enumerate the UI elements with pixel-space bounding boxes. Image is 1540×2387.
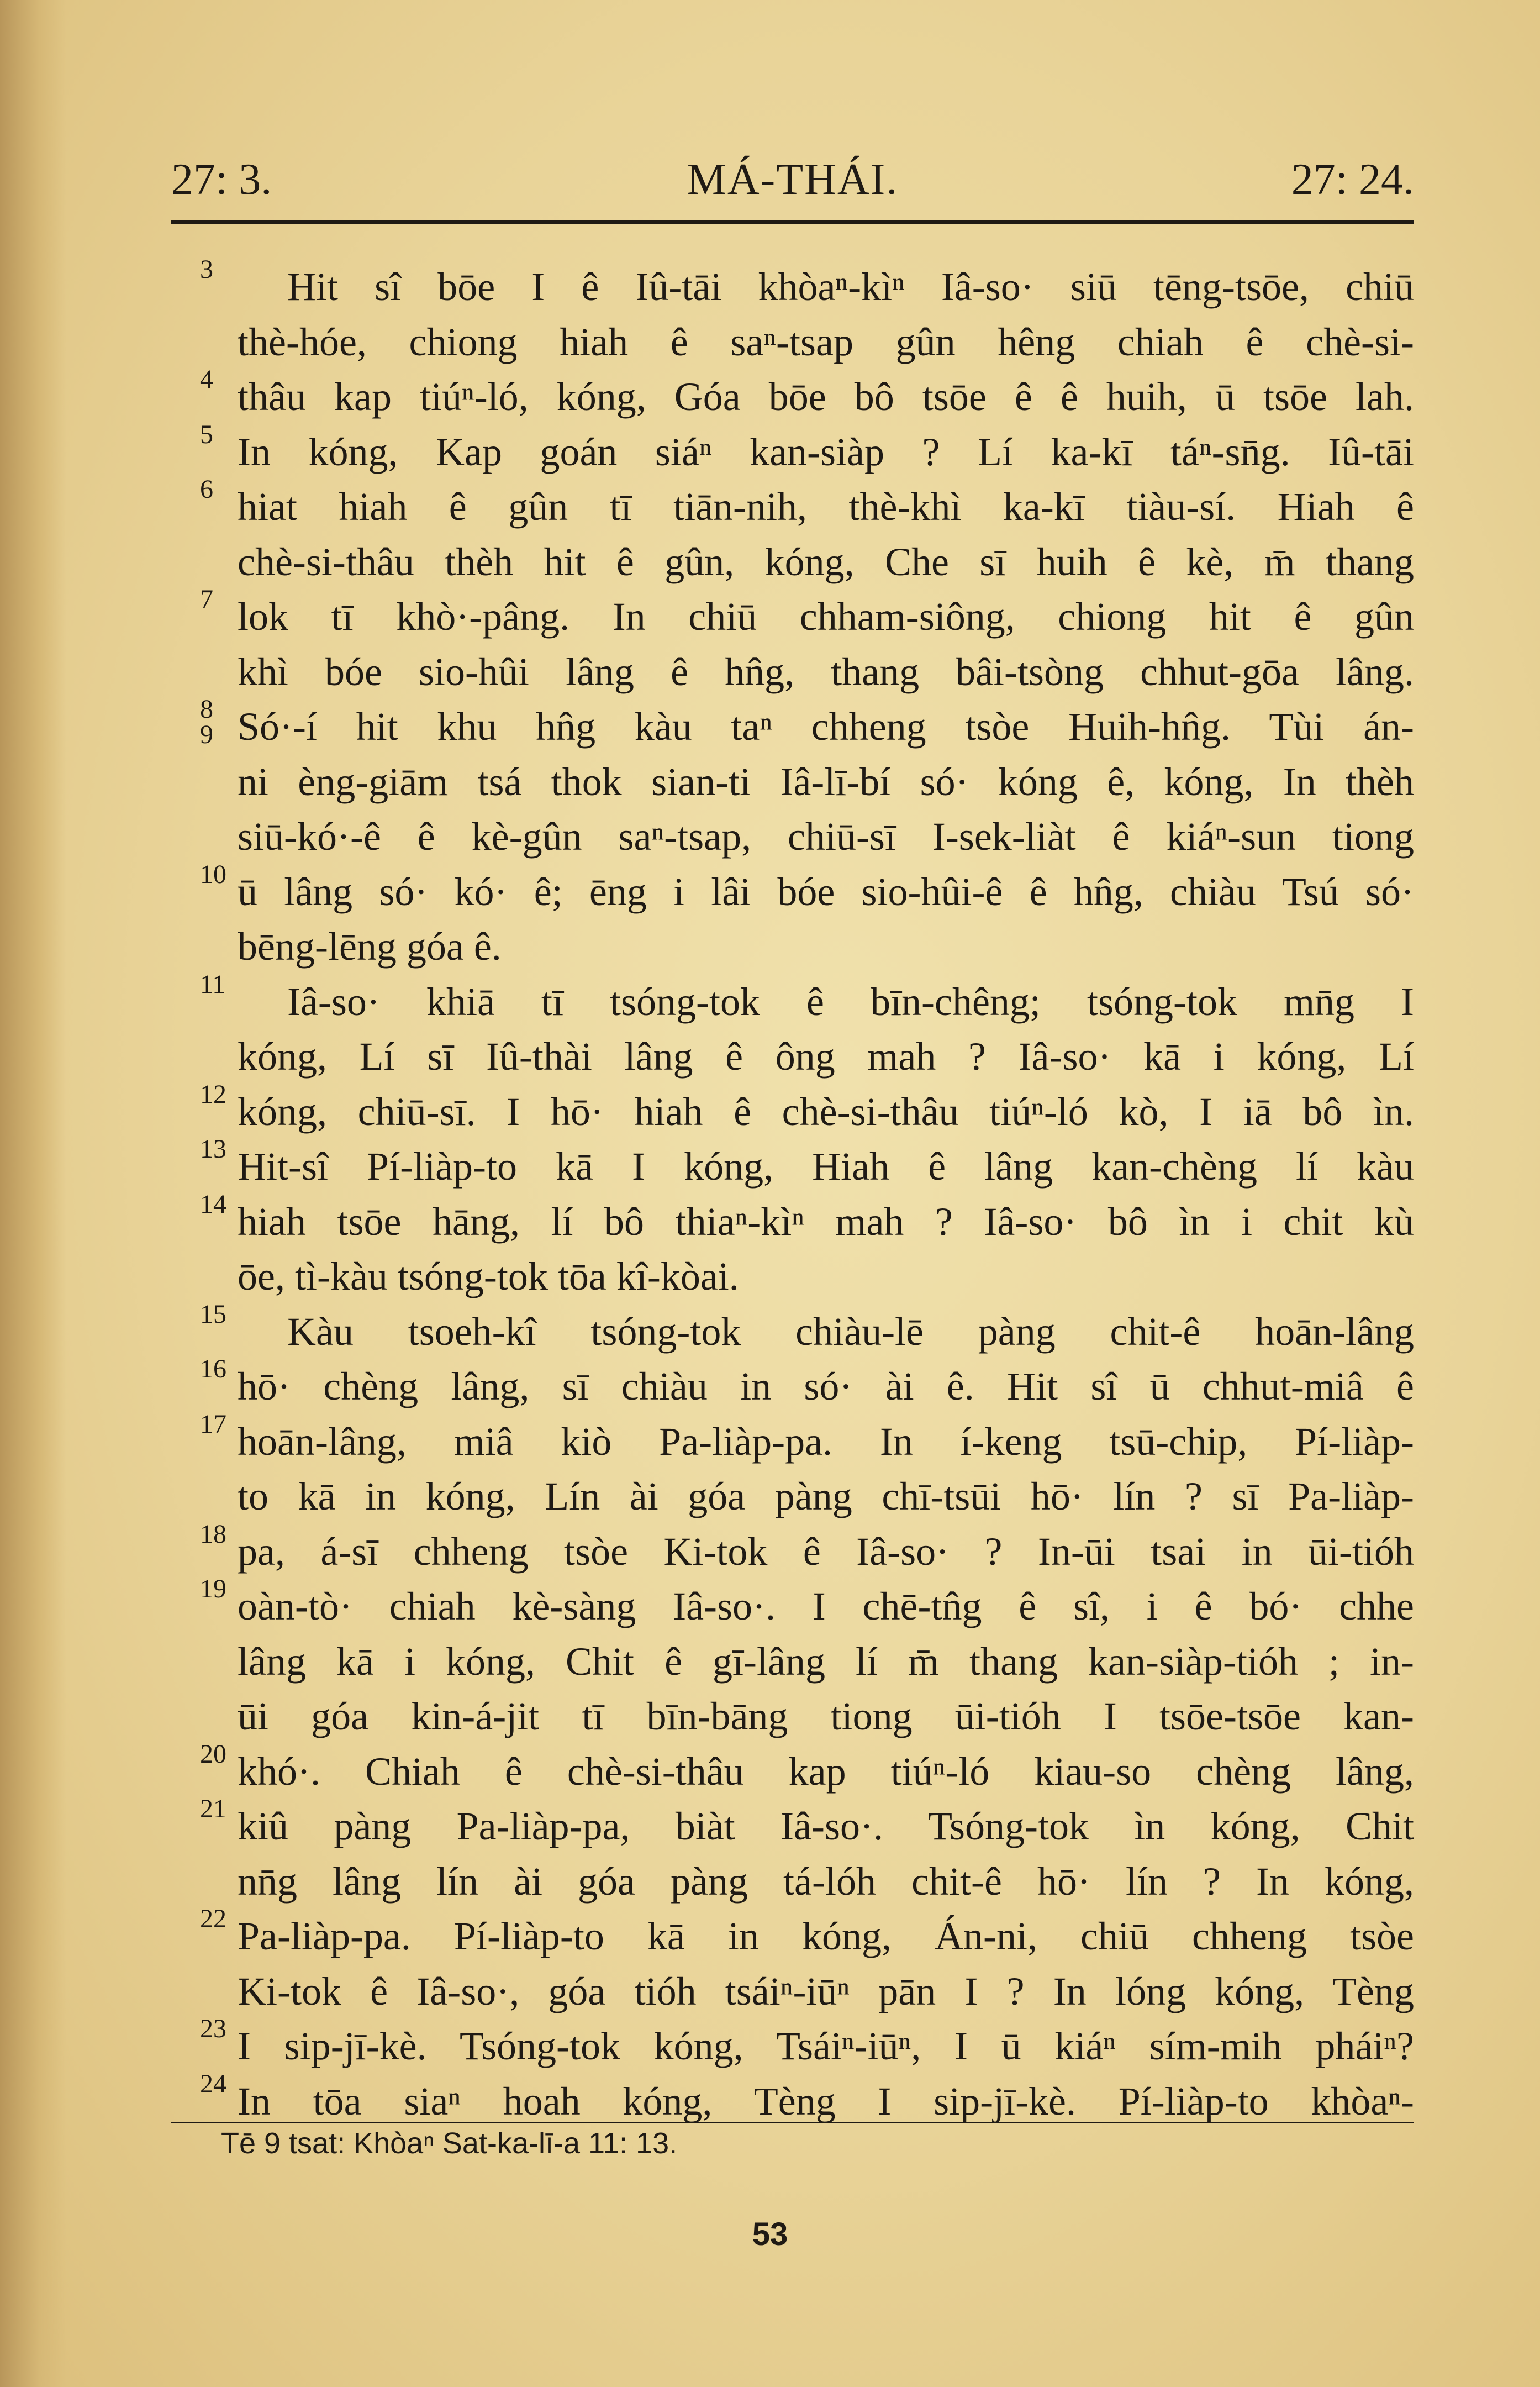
verse-text: to kā in kóng, Lín ài góa pàng chī-tsūi hō· lín ? sī Pa-liàp- bbox=[238, 1474, 1414, 1518]
text-line bbox=[171, 1029, 1414, 1085]
verse-text: Ki-tok ê Iâ-so·, góa tióh tsáiⁿ-iūⁿ pān I ? In lóng kóng, Tèng bbox=[238, 1969, 1414, 2013]
text-line bbox=[171, 1469, 1414, 1524]
verse-number: 8 bbox=[200, 695, 213, 724]
verse-text: Iâ-so· khiā tī tsóng-tok ê bīn-chêng; tsóng-tok mn̄g I bbox=[287, 979, 1414, 1024]
verse-text: In tōa siaⁿ hoah kóng, Tèng I sip-jī-kè. Pí-liàp-to khòaⁿ- bbox=[238, 2079, 1414, 2123]
text-line bbox=[171, 859, 1414, 920]
text-line bbox=[171, 365, 1414, 425]
text-line bbox=[171, 1739, 1414, 1800]
text-line bbox=[171, 1689, 1414, 1744]
verse-text: Kàu tsoeh-kî tsóng-tok chiàu-lē pàng chit-ê hoān-lâng bbox=[287, 1309, 1414, 1354]
verse-text: siū-kó·-ê ê kè-gûn saⁿ-tsap, chiū-sī I-sek-liàt ê kiáⁿ-sun tiong bbox=[238, 814, 1414, 859]
verse-number: 10 bbox=[200, 859, 226, 889]
text-line bbox=[171, 315, 1414, 370]
text-line bbox=[171, 419, 1414, 480]
text-line bbox=[171, 2069, 1414, 2130]
text-line bbox=[171, 1634, 1414, 1690]
text-line bbox=[171, 919, 1414, 975]
verse-number: 22 bbox=[200, 1904, 226, 1933]
verse-text: kiû pàng Pa-liàp-pa, biàt Iâ-so·. Tsóng-tok ìn kóng, Chit bbox=[238, 1804, 1414, 1848]
header-chapter-start: 27: 3. bbox=[171, 155, 272, 204]
verse-number: 11 bbox=[200, 969, 226, 999]
text-line bbox=[171, 809, 1414, 865]
verse-number: 20 bbox=[200, 1739, 226, 1769]
text-line bbox=[171, 1079, 1414, 1140]
verse-number: 14 bbox=[200, 1189, 226, 1219]
verse-text: Pa-liàp-pa. Pí-liàp-to kā in kóng, Án-ni, chiū chheng tsòe bbox=[238, 1914, 1414, 1958]
verse-number: 21 bbox=[200, 1794, 226, 1823]
text-line bbox=[171, 1249, 1414, 1305]
verse-text: lâng kā i kóng, Chit ê gī-lâng lí m̄ thang kan-siàp-tióh ; in- bbox=[238, 1639, 1414, 1684]
verse-number: 16 bbox=[200, 1354, 226, 1384]
header-book-title: MÁ-THÁI. bbox=[687, 155, 899, 204]
text-line bbox=[171, 755, 1414, 810]
text-line bbox=[171, 475, 1414, 535]
verse-number: 9 bbox=[200, 720, 213, 749]
verse-text: Só·-í hit khu hn̂g kàu taⁿ chheng tsòe Huih-hn̂g. Tùi án- bbox=[238, 704, 1414, 749]
verse-number: 5 bbox=[200, 419, 213, 449]
verse-text: bēng-lēng góa ê. bbox=[238, 924, 502, 969]
verse-number: 12 bbox=[200, 1079, 226, 1109]
verse-text: lok tī khò·-pâng. In chiū chham-siông, chiong hit ê gûn bbox=[238, 595, 1414, 639]
running-header bbox=[171, 149, 1414, 210]
verse-number: 6 bbox=[200, 475, 213, 504]
text-line bbox=[171, 585, 1414, 645]
verse-number: 15 bbox=[200, 1299, 226, 1329]
verse-text: ūi góa kin-á-jit tī bīn-bāng tiong ūi-tióh I tsōe-tsōe kan- bbox=[238, 1694, 1414, 1738]
verse-text: Hit sî bōe I ê Iû-tāi khòaⁿ-kìⁿ Iâ-so· siū tēng-tsōe, chiū bbox=[287, 265, 1414, 309]
verse-number: 4 bbox=[200, 365, 213, 394]
verse-text: ni èng-giām tsá thok sian-ti Iâ-lī-bí só· kóng ê, kóng, In thèh bbox=[238, 759, 1414, 804]
footnote: Tē 9 tsat: Khòaⁿ Sat-ka-lī-a 11: 13. bbox=[171, 2122, 1414, 2160]
text-line bbox=[171, 1189, 1414, 1250]
verse-number: 3 bbox=[200, 255, 213, 284]
text-line bbox=[171, 969, 1414, 1030]
verse-text: hō· chèng lâng, sī chiàu in só· ài ê. Hit sî ū chhut-miâ ê bbox=[238, 1364, 1414, 1408]
verse-number: 18 bbox=[200, 1519, 226, 1549]
page-number: 53 bbox=[752, 2216, 788, 2252]
header-chapter-end: 27: 24. bbox=[1291, 155, 1414, 204]
verse-text: hiat hiah ê gûn tī tiān-nih, thè-khì ka-kī tiàu-sí. Hiah ê bbox=[238, 485, 1414, 529]
verse-text: khì bóe sio-hûi lâng ê hn̂g, thang bâi-tsòng chhut-gōa lâng. bbox=[238, 649, 1414, 694]
verse-number: 19 bbox=[200, 1574, 226, 1603]
page-spine-shadow bbox=[0, 0, 66, 2387]
text-line bbox=[171, 695, 1414, 755]
verse-text: I sip-jī-kè. Tsóng-tok kóng, Tsáiⁿ-iūⁿ, I ū kiáⁿ sím-mih pháiⁿ? bbox=[238, 2024, 1414, 2068]
verse-number: 13 bbox=[200, 1134, 226, 1164]
text-line bbox=[171, 1134, 1414, 1195]
verse-text: hiah tsōe hāng, lí bô thiaⁿ-kìⁿ mah ? Iâ-so· bô ìn i chit kù bbox=[238, 1199, 1414, 1244]
verse-text: thâu kap tiúⁿ-ló, kóng, Góa bōe bô tsōe ê ê huih, ū tsōe lah. bbox=[238, 375, 1414, 419]
text-line bbox=[171, 1299, 1414, 1360]
verse-text: In kóng, Kap goán siáⁿ kan-siàp ? Lí ka-kī táⁿ-sn̄g. Iû-tāi bbox=[238, 429, 1414, 474]
text-line bbox=[171, 1964, 1414, 2020]
header-rule bbox=[171, 220, 1414, 224]
verse-text: thè-hóe, chiong hiah ê saⁿ-tsap gûn hêng chiah ê chè-si- bbox=[238, 319, 1414, 364]
text-line bbox=[171, 1519, 1414, 1580]
verse-text: oàn-tò· chiah kè-sàng Iâ-so·. I chē-tn̂g ê sî, i ê bó· chhe bbox=[238, 1584, 1414, 1628]
text-line bbox=[171, 1574, 1414, 1634]
text-line bbox=[171, 1794, 1414, 1854]
text-line bbox=[171, 2014, 1414, 2074]
verse-text: nn̄g lâng lín ài góa pàng tá-lóh chit-ê hō· lín ? In kóng, bbox=[238, 1859, 1414, 1904]
verse-number: 24 bbox=[200, 2069, 226, 2099]
verse-number: 23 bbox=[200, 2014, 226, 2043]
verse-text: ōe, tì-kàu tsóng-tok tōa kî-kòai. bbox=[238, 1254, 739, 1298]
text-line bbox=[171, 1854, 1414, 1910]
verse-text: ū lâng só· kó· ê; ēng i lâi bóe sio-hûi-ê ê hn̂g, chiàu Tsú só· bbox=[238, 869, 1414, 914]
verse-text: pa, á-sī chheng tsòe Ki-tok ê Iâ-so· ? In-ūi tsai in ūi-tióh bbox=[238, 1529, 1414, 1574]
verse-number: 7 bbox=[200, 585, 213, 614]
text-line bbox=[171, 1904, 1414, 1964]
text-line bbox=[171, 1409, 1414, 1470]
verse-number: 17 bbox=[200, 1409, 226, 1439]
text-line bbox=[171, 1354, 1414, 1415]
verse-text: chè-si-thâu thèh hit ê gûn, kóng, Che sī huih ê kè, m̄ thang bbox=[238, 539, 1414, 584]
verse-text: hoān-lâng, miâ kiò Pa-liàp-pa. In í-keng tsū-chip, Pí-liàp- bbox=[238, 1419, 1414, 1464]
scripture-text bbox=[171, 255, 1414, 2129]
text-line bbox=[171, 255, 1414, 315]
text-line bbox=[171, 535, 1414, 590]
verse-text: khó·. Chiah ê chè-si-thâu kap tiúⁿ-ló kiau-so chèng lâng, bbox=[238, 1749, 1414, 1794]
verse-text: kóng, chiū-sī. I hō· hiah ê chè-si-thâu tiúⁿ-ló kò, I iā bô ìn. bbox=[238, 1089, 1414, 1134]
verse-text: kóng, Lí sī Iû-thài lâng ê ông mah ? Iâ-so· kā i kóng, Lí bbox=[238, 1034, 1414, 1079]
text-line bbox=[171, 645, 1414, 700]
verse-text: Hit-sî Pí-liàp-to kā I kóng, Hiah ê lâng kan-chèng lí kàu bbox=[238, 1144, 1414, 1189]
